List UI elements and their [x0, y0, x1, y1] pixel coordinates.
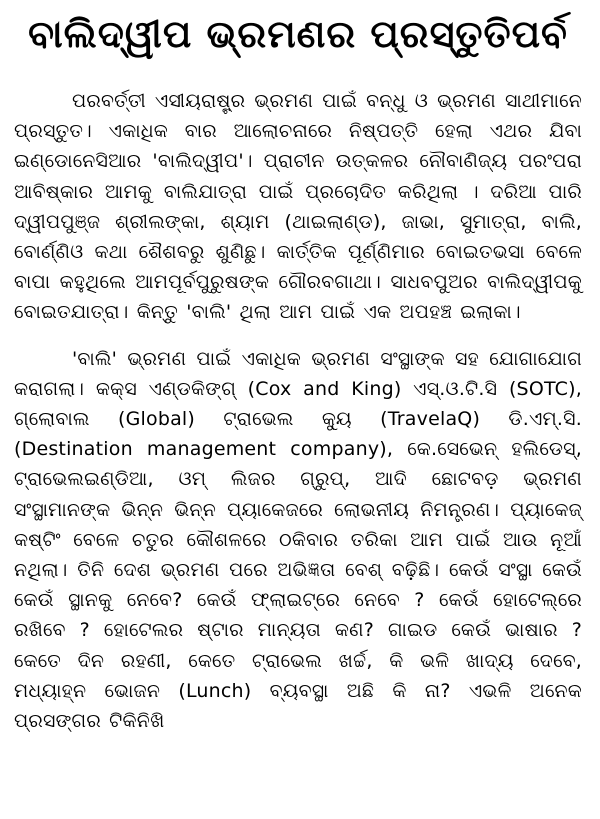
- article-body: [14, 86, 582, 736]
- page-title: ବାଲିଦ୍ୱୀପ ଭ୍ରମଣର ପ୍ରସ୍ତୁତିପର୍ବ: [28, 12, 568, 56]
- paragraph-1: ପରବର୍ତ୍ତୀ ଏସୀୟରାଷ୍ଟ୍ର ଭ୍ରମଣ ପାଇଁ ବନ୍ଧୁ ଓ ଭ୍ରମଣ ସାଥୀମାନେ ପ୍ରସ୍ତୁତ। ଏକାଧିକ ବାର ଆଲୋଚନାରେ ନିଷ୍ପତ୍ତି ହେଲା ଏଥର ଯିବା ଇଣ୍ଡୋନେସିଆର 'ବାଲିଦ୍ୱୀପ'। ପ୍ରାଚୀନ ଉତ୍କଳର ନୌବାଣିଜ୍ୟ ପରଂପରା ଆବିଷ୍କାର ଆମକୁ ବାଲିଯାତ୍ରା ପାଇଁ ପ୍ରଚୋଦିତ କରିଥିଲା । ଦରିଆ ପାରି ଦ୍ୱୀପପୁଞ୍ଜ ଶ୍ରୀଲଙ୍କା, ଶ୍ୟାମ (ଥାଇଲାଣ୍ଡ), ଜାଭା, ସୁମାତ୍ରା, ବାଲି, ବୋର୍ଣ୍ଣିଓ କଥା ଶୈଶବରୁ ଶୁଣିଛୁ। କାର୍ତ୍ତିକ ପୂର୍ଣ୍ଣିମାର ବୋଇତଭସା ବେଳେ ବାପା କହୁଥିଲେ ଆମପୂର୍ବପୁରୁଷଙ୍କ ଗୌରବଗାଥା। ସାଧବପୁଅର ବାଲିଦ୍ୱୀପକୁ ବୋଇତଯାତ୍ରା। କିନ୍ତୁ 'ବାଲି' ଥିଲା ଆମ ପାଇଁ ଏକ ଅପହଞ୍ଚ ଇଲାକା।: [14, 90, 582, 324]
- paragraph-2: 'ବାଲି' ଭ୍ରମଣ ପାଇଁ ଏକାଧିକ ଭ୍ରମଣ ସଂସ୍ଥାଙ୍କ ସହ ଯୋଗାଯୋଗ କରାଗଲା। କକ୍‌ସ ଏଣ୍ଡକିଙ୍ଗ୍ (Cox and King) ଏସ୍.ଓ.ଟି.ସି (SOTC), ଗ୍ଲୋବାଲ (Global) ଟ୍ରାଭେଲ କ୍ୟୁ (TravelaQ) ଡି.ଏମ୍.ସି. (Destination management company), କେ.ସେଭେନ୍ ହଲିଡେସ୍, ଟ୍ରାଭେଲଇଣ୍ଡିଆ, ଓମ୍ ଲିଜର ଗ୍ରୁପ୍, ଆଦି ଛୋଟବଡ଼ ଭ୍ରମଣ ସଂସ୍ଥାମାନଙ୍କ ଭିନ୍ନ ଭିନ୍ନ ପ୍ୟାକେଜରେ ଲୋଭନୀୟ ନିମନ୍ତ୍ରଣ। ପ୍ୟାକେଜ୍ କଷ୍ଟିଂ ବେଳେ ଚତୁର କୌଶଳରେ ଠକିବାର ତରିକା ଆମ ପାଇଁ ଆଉ ନୂଆଁ ନଥିଲା। ତିନି ଦେଶ ଭ୍ରମଣ ପରେ ଅଭିଜ୍ଞତା ବେଶ୍ ବଢ଼ିଛି। କେଉଁ ସଂସ୍ଥା କେଉଁ କେଉଁ ସ୍ଥାନକୁ ନେବେ? କେଉଁ ଫ୍ଲାଇଟ୍‌ରେ ନେବେ ? କେଉଁ ହୋଟେଲ୍‌ରେ ରଖିବେ ? ହୋଟେଲର ଷ୍ଟାର ମାନ୍ୟତା କଣ? ଗାଇଡ କେଉଁ ଭାଷାର ? କେତେ ଦିନ ରହଣୀ, କେତେ ଟ୍ରାଭେଲ ଖର୍ଚ୍ଚ, କି ଭଳି ଖାଦ୍ୟ ଦେବେ, ମଧ୍ୟାହ୍ନ ଭୋଜନ (Lunch) ବ୍ୟବସ୍ଥା ଅଛି କି ନା? ଏଭଳି ଅନେକ ପ୍ରସଙ୍ଗର ଟିକିନିଖି: [14, 347, 582, 733]
